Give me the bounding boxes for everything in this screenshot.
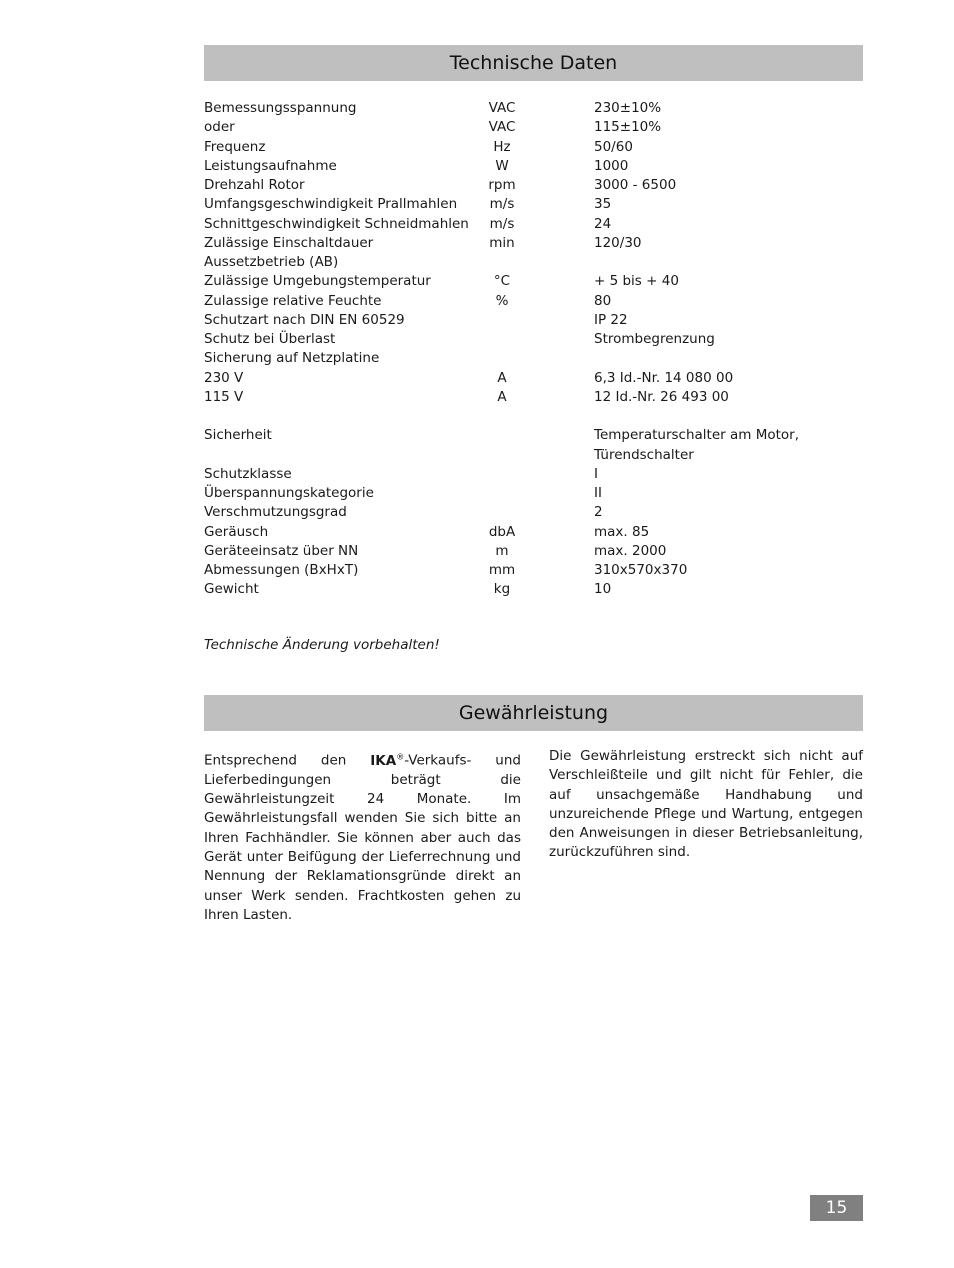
spec-value: 10 — [594, 581, 612, 598]
spec-label: Schutzklasse — [204, 465, 292, 482]
spec-value: 35 — [594, 196, 612, 213]
spec-unit: rpm — [488, 177, 516, 193]
warranty-header — [204, 695, 863, 731]
spec-label: oder — [204, 119, 235, 136]
spec-value: max. 2000 — [594, 542, 667, 559]
spec-row — [204, 503, 863, 522]
warranty-text-right: Die Gewährleistung erstreckt sich nicht auf Verschleißteile und gilt nicht für Fehler, die auf unsachgemäße Handhabung und unzureichende Pflege und Wartung, entgegen den Anweisungen in dieser Betriebsanleitung, zurückzuführen sind. — [549, 748, 863, 861]
spec-value: 230±10% — [594, 100, 662, 116]
spec-row — [204, 311, 863, 330]
spec-value: 1000 — [594, 157, 629, 174]
spec-value: IP 22 — [594, 311, 628, 328]
spec-label: Umfangsgeschwindigkeit Prallmahlen — [204, 196, 458, 213]
spec-label: Drehzahl Rotor — [204, 177, 305, 193]
spec-row — [204, 407, 863, 426]
spec-unit: Hz — [493, 138, 511, 155]
spec-label: Verschmutzungsgrad — [204, 504, 347, 521]
spec-row — [204, 234, 863, 253]
spec-label: 230 V — [204, 369, 244, 386]
page-number: 15 — [810, 1195, 863, 1221]
spec-unit: A — [497, 369, 507, 386]
spec-value: + 5 bis + 40 — [594, 273, 679, 290]
spec-label: Zulässige Einschaltdauer — [204, 234, 374, 251]
spec-value: 2 — [594, 504, 603, 521]
spec-row — [204, 388, 863, 407]
spec-value: 310x570x370 — [594, 562, 688, 578]
spec-label: Gewicht — [204, 581, 259, 598]
spec-unit: A — [497, 388, 507, 405]
spec-value: 6,3 Id.-Nr. 14 080 00 — [594, 369, 734, 386]
spec-row — [204, 157, 863, 176]
spec-unit: % — [495, 292, 509, 309]
spec-value: 115±10% — [594, 119, 662, 136]
spec-unit: min — [489, 234, 515, 251]
spec-unit: VAC — [488, 119, 516, 136]
spec-value: Temperaturschalter am Motor, — [594, 427, 799, 444]
spec-label: Sicherheit — [204, 427, 272, 444]
spec-row — [204, 349, 863, 368]
spec-label: Schutz bei Überlast — [204, 331, 336, 347]
spec-value: 12 Id.-Nr. 26 493 00 — [594, 388, 729, 405]
registered-mark: ® — [396, 752, 405, 761]
warranty-left-prefix: Entsprechend den — [204, 752, 371, 769]
spec-unit: m — [495, 542, 509, 559]
spec-value: Türendschalter — [594, 446, 694, 463]
spec-label: Geräusch — [204, 523, 269, 540]
spec-value: 80 — [594, 292, 612, 309]
spec-label: 115 V — [204, 388, 244, 405]
spec-label: Schnittgeschwindigkeit Schneidmahlen — [204, 215, 469, 232]
spec-row — [204, 484, 863, 503]
spec-value: Strombegrenzung — [594, 331, 715, 347]
spec-label: Schutzart nach DIN EN 60529 — [204, 311, 405, 328]
spec-row — [204, 465, 863, 484]
spec-row — [204, 272, 863, 291]
warranty-title: Gewährleistung — [458, 702, 609, 724]
spec-row — [204, 542, 863, 561]
spec-value: 24 — [594, 215, 612, 232]
spec-table — [204, 99, 863, 600]
spec-label: Leistungsaufnahme — [204, 157, 337, 174]
spec-row — [204, 330, 863, 349]
spec-row — [204, 580, 863, 599]
spec-row — [204, 195, 863, 214]
spec-row — [204, 292, 863, 311]
spec-row — [204, 138, 863, 157]
spec-unit: °C — [493, 273, 511, 290]
spec-row — [204, 446, 863, 465]
spec-unit: m/s — [489, 196, 515, 213]
spec-label: Bemessungsspannung — [204, 100, 357, 116]
spec-unit: dbA — [488, 523, 516, 540]
spec-value: 120/30 — [594, 234, 642, 251]
spec-value: 3000 - 6500 — [594, 177, 677, 193]
spec-row — [204, 561, 863, 580]
spec-label: Zulässige Umgebungstemperatur — [204, 273, 431, 290]
spec-value: max. 85 — [594, 523, 650, 540]
spec-row — [204, 523, 863, 542]
spec-label: Frequenz — [204, 138, 266, 155]
technical-data-title: Technische Daten — [449, 52, 618, 74]
spec-row — [204, 99, 863, 118]
technical-data-header — [204, 45, 863, 81]
spec-unit: mm — [488, 562, 516, 578]
spec-row — [204, 426, 863, 445]
spec-row — [204, 215, 863, 234]
brand-name: IKA® — [370, 752, 405, 769]
warranty-left-body: -Verkaufs- und Lieferbedingungen beträgt die Gewährleistungzeit 24 Monate. Im Gewährleistungsfall wenden Sie sich bitte an Ihren Fachhändler. Sie können aber auch das Gerät unter Beifügung der Lieferrechnung und Nennung der Reklamationsgründe direkt an unser Werk senden. Frachtkosten gehen zu Ihren Lasten. — [204, 752, 521, 923]
spec-label: Überspannungskategorie — [204, 485, 374, 501]
spec-unit: W — [495, 157, 509, 174]
spec-row — [204, 176, 863, 195]
spec-label: Geräteeinsatz über NN — [204, 542, 359, 559]
spec-label: Zulassige relative Feuchte — [204, 292, 382, 309]
spec-value: II — [594, 485, 602, 501]
spec-row — [204, 118, 863, 137]
spec-label: Abmessungen (BxHxT) — [204, 562, 359, 578]
spec-value: 50/60 — [594, 138, 633, 155]
warranty-text-left — [204, 747, 521, 925]
spec-row — [204, 369, 863, 388]
spec-label: Aussetzbetrieb (AB) — [204, 254, 339, 270]
spec-value: I — [594, 465, 598, 482]
spec-unit: kg — [493, 581, 511, 598]
spec-label: Sicherung auf Netzplatine — [204, 350, 380, 367]
spec-unit: VAC — [488, 100, 516, 116]
spec-unit: m/s — [489, 215, 515, 232]
technical-change-note: Technische Änderung vorbehalten! — [204, 637, 440, 653]
spec-row — [204, 253, 863, 272]
